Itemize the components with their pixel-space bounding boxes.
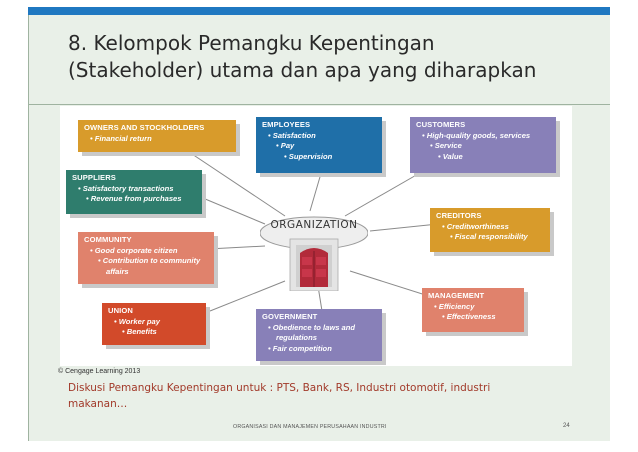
title-divider (28, 104, 610, 105)
owners-box (78, 120, 236, 152)
title-line-1: 8. Kelompok Pemangku Kepentingan (68, 31, 435, 55)
community-item-1: • Good corporate citizen (90, 245, 178, 255)
customers-item-2: • Service (430, 141, 462, 150)
community-item-2: • Contribution to community (98, 256, 201, 265)
organization-label: ORGANIZATION (270, 219, 358, 231)
government-box (256, 309, 382, 361)
suppliers-item-2: • Revenue from purchases (86, 194, 182, 203)
government-heading: GOVERNMENT (262, 312, 318, 321)
government-item-1: • Obedience to laws and (268, 322, 356, 332)
image-credit: © Cengage Learning 2013 (58, 368, 141, 375)
suppliers-item-1: • Satisfactory transactions (78, 183, 174, 193)
union-item-2: • Benefits (122, 327, 157, 336)
union-item-1: • Worker pay (114, 316, 160, 326)
government-item-2: • Fair competition (268, 343, 332, 353)
employees-item-2: • Pay (276, 141, 295, 150)
discussion-note: Diskusi Pemangku Kepentingan untuk : PTS, Bank, RS, Industri otomotif, industri makanan… (68, 382, 491, 410)
customers-box (410, 117, 556, 173)
slide-title (68, 30, 588, 84)
top-accent-bar (28, 7, 610, 15)
government-item-1-cont: regulations (276, 333, 317, 342)
creditors-item-1: • Creditworthiness (442, 221, 509, 231)
community-box (78, 232, 214, 284)
stakeholder-diagram (60, 106, 572, 366)
employees-box (256, 117, 382, 173)
customers-heading: CUSTOMERS (416, 120, 466, 129)
creditors-item-2: • Fiscal responsibility (450, 232, 528, 241)
customers-item-3: • Value (438, 151, 463, 161)
owners-heading: OWNERS AND STOCKHOLDERS (84, 123, 205, 132)
management-item-2: • Effectiveness (442, 312, 496, 321)
creditors-box (430, 208, 550, 252)
union-box (102, 303, 206, 345)
management-box (422, 288, 524, 332)
title-line-2: (Stakeholder) utama dan apa yang diharapkan (68, 58, 537, 82)
footer-text: ORGANISASI DAN MANAJEMEN PERUSAHAAN INDUSTRI (233, 424, 387, 430)
community-heading: COMMUNITY (84, 235, 132, 244)
community-item-2-cont: affairs (106, 266, 129, 276)
slide-left-border (28, 15, 29, 441)
employees-item-3: • Supervision (284, 151, 333, 161)
owners-item-1: • Financial return (90, 133, 152, 143)
suppliers-heading: SUPPLIERS (72, 173, 116, 182)
customers-item-1: • High-quality goods, services (422, 130, 531, 140)
management-item-1: • Efficiency (434, 301, 475, 311)
employees-item-1: • Satisfaction (268, 130, 316, 140)
suppliers-box (66, 170, 202, 214)
management-heading: MANAGEMENT (428, 291, 485, 300)
creditors-heading: CREDITORS (436, 211, 482, 220)
union-heading: UNION (108, 306, 133, 315)
employees-heading: EMPLOYEES (262, 120, 311, 129)
page-number: 24 (563, 423, 570, 429)
